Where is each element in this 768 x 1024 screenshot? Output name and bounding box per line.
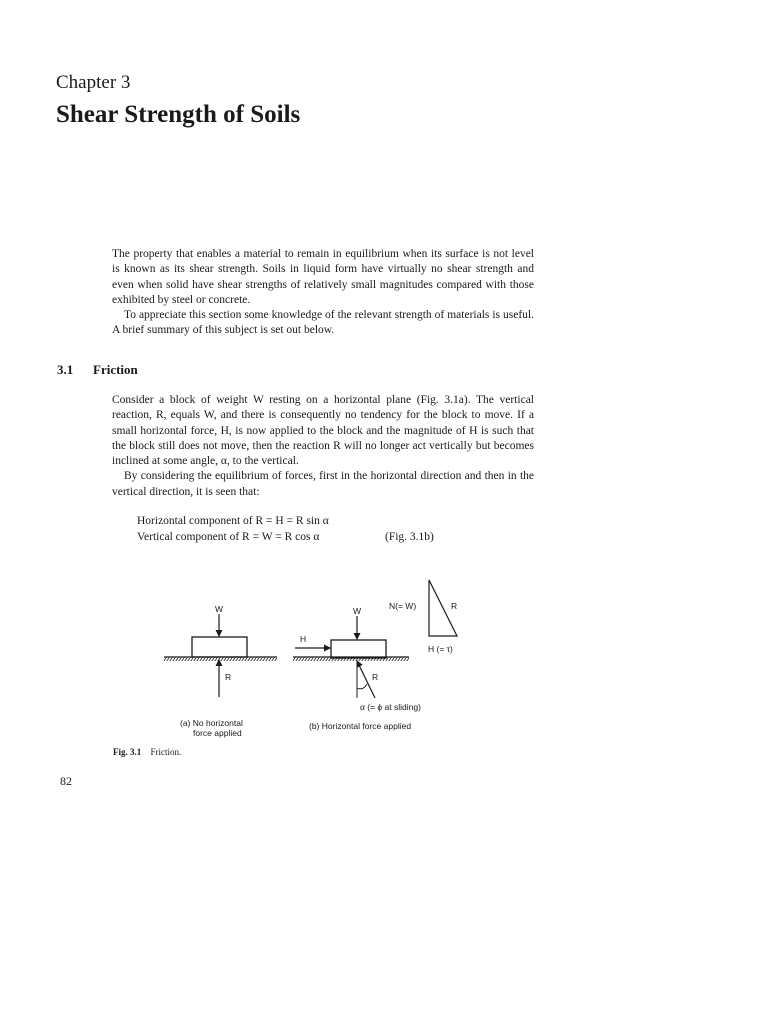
triangle-resultant-label: R (451, 601, 458, 611)
chapter-number: Chapter 3 (56, 72, 131, 93)
diagram-a (164, 604, 277, 738)
equation-vertical-text: Vertical component of R = W = R cos α (137, 531, 320, 543)
triangle-shear-label: H (= τ) (428, 644, 453, 654)
section-number: 3.1 (57, 362, 74, 377)
section-paragraph-1: Consider a block of weight W resting on a horizontal plane (Fig. 3.1a). The vertical reaction, R, equals W, and there is consequently no tendency for the block to move. If a small horizontal force, H, is now applied to the block and the magnitude of H is such that the block still does not move, then the reaction R will no longer act vertically but becomes inclined at some angle, α, to the vertical. (112, 394, 534, 468)
weight-label-b: W (353, 606, 362, 616)
equation-figure-reference: (Fig. 3.1b) (385, 531, 434, 543)
alpha-angle-label: α (= ϕ at sliding) (360, 702, 421, 712)
caption-b: (b) Horizontal force applied (309, 721, 412, 731)
chapter-title: Shear Strength of Soils (56, 101, 301, 128)
alpha-angle-arc (357, 684, 367, 689)
equation-vertical (137, 531, 434, 543)
page-number: 82 (60, 774, 72, 788)
figure-caption-text: Friction. (150, 747, 182, 757)
caption-a-line-2: force applied (193, 728, 242, 738)
intro-paragraph-1: The property that enables a material to remain in equilibrium when its surface is not level is known as its shear strength. Soils in liquid form have virtually no shear strength and even when solid have shear strengths of relatively small magnitudes compared with those exhibited by steel or concrete. (112, 248, 534, 306)
figure-caption (113, 747, 181, 757)
diagram-b (293, 606, 421, 731)
section-paragraph-2: By considering the equilibrium of forces, first in the horizontal direction and then in the vertical direction, it is seen that: (112, 470, 534, 498)
figure-caption-label: Fig. 3.1 (113, 747, 142, 757)
weight-label-a: W (215, 604, 224, 614)
caption-a-line-1: (a) No horizontal (180, 718, 243, 728)
section-body (112, 393, 534, 500)
block-b (331, 640, 386, 658)
equation-horizontal: Horizontal component of R = H = R sin α (137, 515, 329, 527)
intro-paragraph-2: To appreciate this section some knowledge of the relevant strength of materials is useful. A brief summary of this subject is set out below. (112, 309, 534, 337)
force-triangle (389, 580, 457, 654)
reaction-label-a: R (225, 672, 232, 682)
horizontal-force-label: H (300, 634, 307, 644)
friction-figure (160, 570, 480, 742)
block-a (192, 637, 247, 657)
triangle-normal-label: N(= W) (389, 601, 417, 611)
intro-text (112, 247, 534, 339)
reaction-label-b: R (372, 672, 379, 682)
section-title: Friction (93, 362, 138, 377)
